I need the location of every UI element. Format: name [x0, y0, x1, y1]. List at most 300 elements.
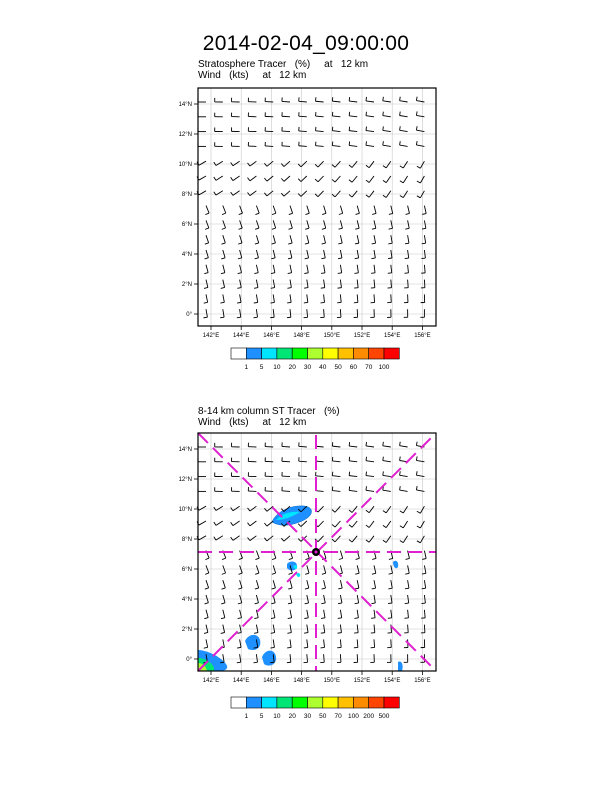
wind-barb — [305, 580, 309, 589]
wind-barb — [416, 97, 424, 102]
wind-barb — [370, 309, 374, 317]
wind-barb — [417, 536, 425, 543]
wind-barb — [417, 161, 425, 168]
wind-barb — [287, 309, 291, 317]
wind-barb — [264, 536, 273, 541]
wind-barb — [298, 176, 307, 182]
colorbar-label: 20 — [288, 364, 296, 371]
colorbar-label: 200 — [363, 713, 375, 720]
wind-barb — [232, 98, 240, 102]
colorbar-swatch — [353, 697, 368, 708]
wind-barb — [248, 443, 256, 447]
wind-barb — [366, 97, 374, 102]
wind-barb — [338, 610, 342, 619]
lat-tick-label: 0° — [186, 657, 192, 663]
wind-barb — [220, 294, 224, 303]
wind-barb — [400, 442, 408, 447]
colorbar-swatch — [292, 348, 307, 359]
wind-barb — [304, 610, 308, 619]
colorbar-label: 10 — [273, 713, 281, 720]
wind-barb — [421, 610, 425, 618]
wind-barb — [215, 98, 223, 102]
panel2-colorbar — [231, 697, 399, 720]
colorbar-label: 5 — [259, 364, 264, 371]
wind-barb — [255, 220, 259, 229]
wind-barb — [404, 294, 408, 302]
wind-barb — [238, 220, 242, 229]
wind-barb — [355, 250, 359, 259]
lat-tick-label: 4°N — [181, 252, 192, 258]
wind-barb — [332, 442, 340, 447]
wind-barb — [305, 565, 309, 574]
colorbar-swatch — [277, 697, 292, 708]
wind-barb — [355, 220, 359, 229]
wind-barb — [400, 506, 408, 513]
wind-barb — [221, 250, 225, 259]
wind-barb — [383, 112, 391, 117]
wind-barb — [255, 565, 259, 574]
wind-barb — [316, 112, 324, 117]
wind-barb — [222, 235, 226, 244]
wind-barb — [289, 220, 293, 229]
wind-barb — [204, 265, 208, 274]
panel1-colorbar — [231, 348, 399, 371]
wind-barb — [215, 443, 223, 447]
wind-barb — [248, 536, 257, 541]
colorbar-label: 100 — [347, 713, 359, 720]
wind-barb — [232, 127, 240, 131]
wind-barb — [232, 443, 240, 447]
wind-barb — [322, 220, 326, 229]
wind-barb — [383, 161, 391, 168]
wind-barb — [248, 112, 256, 116]
lon-tick-label: 144°E — [232, 333, 250, 339]
wind-barb — [265, 457, 273, 461]
panel1-axis-ticks — [179, 102, 431, 339]
lat-tick-label: 0° — [186, 312, 192, 318]
wind-barb — [366, 161, 374, 167]
wind-barb — [205, 206, 209, 215]
colorbar-swatch — [338, 348, 353, 359]
wind-barb — [349, 127, 357, 132]
wind-barb — [417, 506, 425, 513]
wind-barb — [198, 113, 206, 117]
wind-barb — [416, 126, 424, 131]
colorbar-label: 1 — [244, 713, 249, 720]
wind-barb — [416, 111, 424, 116]
wind-barb — [248, 472, 256, 476]
lat-tick-label: 8°N — [181, 192, 192, 198]
wind-barb — [248, 127, 256, 131]
wind-barb — [231, 176, 240, 181]
wind-barb — [198, 473, 206, 477]
wind-barb — [404, 610, 408, 618]
wind-barb — [366, 176, 374, 182]
wind-barb — [232, 113, 240, 117]
wind-barb — [388, 250, 392, 259]
wind-barb — [405, 235, 409, 244]
wind-barb — [203, 309, 207, 318]
wind-barb — [383, 521, 391, 528]
panel2-variable-label: 8-14 km column ST Tracer (%) — [198, 406, 340, 417]
wind-barb — [299, 142, 307, 147]
wind-barb — [305, 220, 309, 229]
wind-barb — [405, 580, 409, 589]
wind-barb — [366, 521, 374, 527]
wind-barb — [305, 206, 309, 215]
wind-barb — [370, 654, 374, 662]
wind-barb — [214, 536, 223, 540]
wind-barb — [231, 161, 240, 166]
wind-barb — [388, 595, 392, 604]
wind-barb — [337, 309, 341, 317]
wind-barb — [356, 206, 360, 215]
wind-barb — [248, 457, 256, 461]
wind-barb — [371, 294, 375, 302]
wind-barb — [282, 97, 290, 102]
wind-barb — [388, 580, 392, 589]
lon-tick-label: 156°E — [414, 333, 431, 339]
wind-barb — [287, 639, 291, 648]
wind-barb — [255, 580, 259, 589]
wind-barb — [232, 142, 240, 146]
lat-tick-label: 2°N — [181, 627, 192, 633]
wind-barb — [315, 176, 323, 182]
wind-barb — [222, 580, 226, 589]
wind-barb — [231, 536, 240, 541]
figure-title: 2014-02-04_09:00:00 — [202, 32, 410, 55]
wind-barb — [264, 191, 273, 196]
wind-barb — [421, 265, 425, 273]
wind-barb — [221, 610, 225, 619]
wind-barb — [400, 486, 408, 491]
wind-barb — [289, 206, 293, 215]
wind-barb — [417, 176, 425, 183]
wind-barb — [387, 294, 391, 302]
wind-barb — [205, 565, 209, 574]
wind-barb — [205, 235, 209, 244]
wind-barb — [272, 235, 276, 244]
colorbar-swatch — [292, 697, 307, 708]
colorbar-label: 5 — [259, 713, 264, 720]
colorbar-swatch — [246, 348, 261, 359]
panel1-wind-barbs — [197, 97, 426, 318]
wind-barb — [371, 595, 375, 604]
wind-barb — [304, 654, 308, 662]
colorbar-swatch — [246, 697, 261, 708]
wind-barb — [387, 639, 391, 647]
wind-barb — [383, 141, 391, 146]
lon-tick-label: 148°E — [293, 678, 310, 684]
wind-barb — [320, 654, 324, 662]
wind-barb — [222, 220, 226, 229]
wind-barb — [339, 206, 343, 215]
wind-barb — [422, 551, 426, 560]
colorbar-swatch — [231, 348, 246, 359]
colorbar-label: 500 — [378, 713, 390, 720]
colorbar-label: 30 — [303, 713, 312, 720]
wind-barb — [232, 487, 240, 491]
lat-tick-label: 10°N — [178, 162, 192, 168]
wind-barb — [255, 206, 259, 215]
wind-barb — [417, 191, 425, 198]
wind-barb — [270, 639, 274, 648]
wind-barb — [305, 235, 309, 244]
wind-barb — [321, 595, 325, 604]
wind-barb — [338, 265, 342, 274]
wind-barb — [404, 654, 408, 662]
wind-barb — [205, 580, 209, 589]
wind-barb — [288, 250, 292, 259]
lat-tick-label: 2°N — [181, 282, 192, 288]
wind-barb — [287, 654, 291, 662]
wind-barb — [383, 126, 391, 131]
wind-barb — [288, 610, 292, 619]
colorbar-swatch — [369, 697, 384, 708]
colorbar-swatch — [369, 348, 384, 359]
wind-barb — [372, 580, 376, 589]
wind-barb — [215, 142, 223, 146]
wind-barb — [383, 471, 391, 476]
wind-barb — [338, 235, 342, 244]
wind-barb — [383, 442, 391, 447]
wind-barb — [372, 565, 376, 574]
wind-barb — [214, 506, 223, 510]
wind-barb — [222, 206, 226, 215]
wind-barb — [383, 506, 391, 513]
wind-barb — [372, 235, 376, 244]
lat-tick-label: 12°N — [178, 477, 192, 483]
wind-barb — [299, 472, 307, 477]
wind-barb — [316, 142, 324, 147]
lon-tick-label: 144°E — [232, 678, 250, 684]
wind-barb — [354, 639, 358, 647]
tracer-patch-2N — [245, 635, 260, 650]
wind-barb — [215, 487, 223, 491]
colorbar-label: 30 — [303, 364, 312, 371]
colorbar-swatch — [338, 697, 353, 708]
wind-barb — [383, 457, 391, 462]
wind-barb — [281, 176, 290, 181]
wind-barb — [366, 457, 374, 462]
lon-tick-label: 154°E — [383, 333, 401, 339]
wind-barb — [416, 471, 424, 476]
wind-barb — [265, 487, 273, 491]
wind-barb — [220, 309, 224, 318]
wind-barb — [316, 97, 324, 102]
wind-barb — [383, 486, 391, 491]
wind-barb — [270, 309, 274, 318]
colorbar-swatch — [384, 697, 399, 708]
lat-tick-label: 6°N — [181, 222, 192, 228]
wind-barb — [248, 161, 257, 166]
wind-barb — [238, 565, 242, 574]
lat-tick-label: 12°N — [178, 132, 192, 138]
wind-barb — [372, 220, 376, 229]
wind-barb — [265, 98, 273, 102]
wind-barb — [354, 654, 358, 662]
wind-barb — [349, 521, 357, 527]
lon-tick-label: 142°E — [202, 678, 220, 684]
colorbar-swatch — [262, 697, 277, 708]
wind-barb — [416, 141, 424, 146]
wind-barb — [264, 521, 273, 526]
wind-barb — [254, 309, 258, 318]
wind-barb — [349, 161, 357, 167]
wind-barb — [248, 191, 257, 196]
wind-barb — [248, 98, 256, 102]
colorbar-label: 100 — [378, 364, 390, 371]
wind-barb — [237, 639, 241, 648]
wind-barb — [337, 639, 341, 647]
wind-barb — [400, 176, 408, 183]
panel1-map — [179, 88, 436, 339]
lat-tick-label: 8°N — [181, 537, 192, 543]
wind-barb — [204, 294, 208, 303]
wind-barb — [205, 595, 209, 604]
wind-barb — [272, 580, 276, 589]
colorbar-label: 1 — [244, 364, 249, 371]
panel1-wind-label: Wind (kts) at 12 km — [198, 70, 307, 81]
wind-barb — [406, 206, 410, 215]
wind-barb — [322, 206, 326, 215]
wind-barb — [282, 472, 290, 477]
wind-barb — [215, 458, 223, 462]
wind-barb — [265, 142, 273, 146]
wind-barb — [400, 141, 408, 146]
wind-barb — [255, 551, 259, 560]
wind-barb — [332, 127, 340, 132]
wind-barb — [205, 250, 209, 259]
colorbar-label: 50 — [334, 364, 342, 371]
colorbar-swatch — [353, 348, 368, 359]
wind-barb — [271, 250, 275, 259]
wind-barb — [338, 580, 342, 589]
wind-barb — [354, 610, 358, 619]
wind-barb — [198, 458, 206, 462]
wind-barb — [366, 506, 374, 512]
tracer-patch-154E — [393, 561, 398, 568]
wind-barb — [366, 442, 374, 447]
wind-barb — [198, 487, 206, 491]
wind-barb — [322, 235, 326, 244]
wind-barb — [400, 97, 408, 102]
wind-barb — [354, 309, 358, 317]
wind-barb — [322, 580, 326, 589]
wind-barb — [400, 161, 408, 168]
panel2-wind-label: Wind (kts) at 12 km — [198, 417, 307, 428]
wind-barb — [349, 457, 357, 462]
wind-barb — [215, 127, 223, 131]
wind-barb — [304, 265, 308, 274]
wind-barb — [321, 610, 325, 619]
wind-barb — [287, 294, 291, 303]
wind-barb — [322, 565, 326, 574]
wind-barb — [255, 250, 259, 259]
wind-barb — [214, 176, 223, 180]
wind-barb — [239, 206, 243, 215]
wind-barb — [320, 309, 324, 317]
wind-barb — [332, 487, 340, 492]
colorbar-swatch — [384, 348, 399, 359]
panel1-variable-label: Stratosphere Tracer (%) at 12 km — [198, 59, 369, 70]
wind-barb — [349, 97, 357, 102]
wind-barb — [387, 654, 391, 662]
wind-barb — [282, 127, 290, 132]
lat-tick-label: 4°N — [181, 597, 192, 603]
lon-tick-label: 154°E — [383, 678, 401, 684]
wind-barb — [383, 176, 391, 183]
wind-barb — [231, 506, 240, 511]
wind-barb — [254, 294, 258, 303]
wind-barb — [282, 112, 290, 117]
wind-barb — [349, 176, 357, 182]
wind-barb — [272, 565, 276, 574]
wind-barb — [288, 235, 292, 244]
wind-barb — [299, 97, 307, 102]
wind-barb — [231, 191, 240, 196]
wind-barb — [198, 98, 206, 102]
wind-barb — [349, 112, 357, 117]
wind-barb — [205, 220, 209, 229]
wind-barb — [387, 309, 391, 317]
wind-barb — [416, 456, 424, 461]
wind-barb — [337, 654, 341, 662]
wind-barb — [355, 565, 359, 574]
wind-barb — [400, 471, 408, 476]
wind-barb — [299, 442, 307, 447]
colorbar-swatch — [308, 697, 323, 708]
lat-tick-label: 14°N — [178, 447, 192, 453]
lon-tick-label: 156°E — [414, 678, 431, 684]
colorbar-swatch — [231, 697, 246, 708]
wind-barb — [222, 565, 226, 574]
wind-barb — [305, 595, 309, 604]
wind-barb — [215, 472, 223, 476]
wind-barb — [214, 161, 223, 165]
wind-barb — [417, 521, 425, 528]
wind-barb — [215, 113, 223, 117]
wind-barb — [232, 472, 240, 476]
tracer-patch-155E — [398, 661, 403, 671]
wind-barb — [305, 250, 309, 259]
wind-barb — [337, 294, 341, 302]
wind-barb — [416, 486, 424, 491]
wind-barb — [321, 294, 325, 302]
wind-barb — [248, 142, 256, 146]
wind-barb — [400, 112, 408, 117]
wind-barb — [321, 639, 325, 647]
lon-tick-label: 152°E — [353, 678, 371, 684]
lat-tick-label: 6°N — [181, 567, 192, 573]
wind-barb — [366, 112, 374, 117]
wind-barb — [332, 176, 340, 182]
lat-tick-label: 10°N — [178, 507, 192, 513]
colorbar-swatch — [262, 348, 277, 359]
colorbar-label: 70 — [334, 713, 342, 720]
wind-barb — [332, 472, 340, 477]
wind-barb — [282, 442, 290, 447]
wind-barb — [332, 521, 340, 527]
wind-barb — [255, 595, 259, 604]
wind-barb — [298, 191, 307, 197]
wind-barb — [282, 457, 290, 462]
colorbar-label: 10 — [273, 364, 281, 371]
wind-barb — [248, 176, 257, 181]
wind-barb — [288, 595, 292, 604]
panel2-map — [179, 433, 436, 684]
wind-barb — [332, 112, 340, 117]
